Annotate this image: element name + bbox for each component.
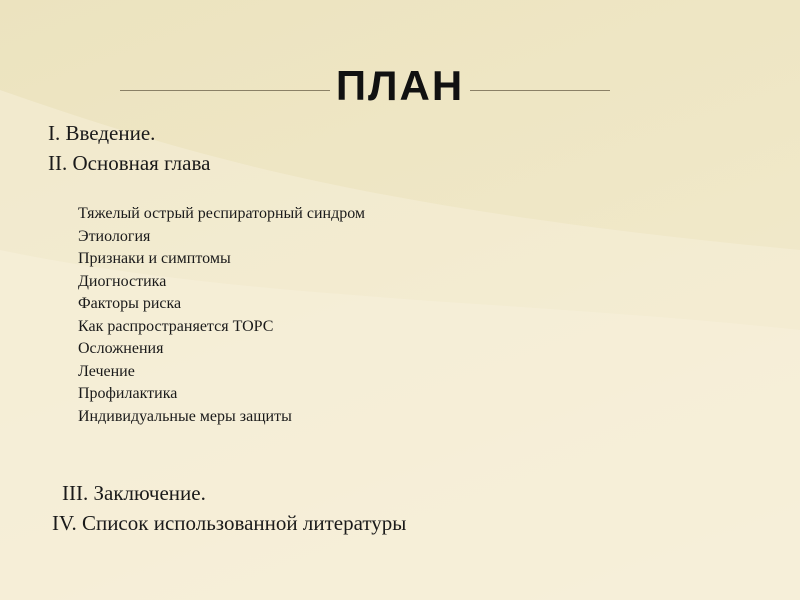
section-intro: I. Введение.: [48, 121, 156, 145]
list-item: Профилактика: [78, 385, 178, 402]
list-item: Индивидуальные меры защиты: [78, 407, 292, 425]
list-item: Тяжелый острый респираторный синдром: [78, 205, 366, 222]
list-item: Осложнения: [78, 340, 164, 357]
slide-title: ПЛАН: [335, 62, 465, 109]
list-item: Диогностика: [78, 272, 167, 290]
section-main: II. Основная глава: [48, 151, 211, 175]
section-conclusion: III. Заключение.: [62, 481, 206, 505]
list-item: Лечение: [78, 362, 135, 380]
list-item: Этиология: [78, 227, 151, 245]
list-item: Как распространяется ТОРС: [78, 317, 274, 335]
main-chapter-subitems: [78, 203, 365, 428]
list-item: Признаки и симптомы: [78, 250, 231, 267]
section-references: IV. Список использованной литературы: [52, 511, 407, 535]
list-item: Факторы риска: [78, 295, 182, 312]
